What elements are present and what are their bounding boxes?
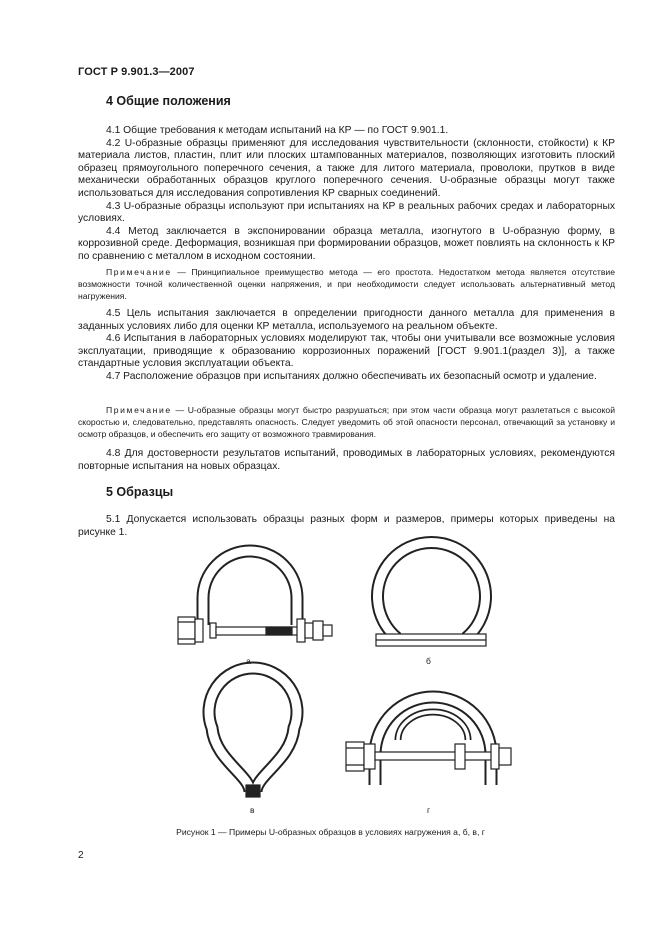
document-code: ГОСТ Р 9.901.3—2007 bbox=[78, 66, 195, 78]
stud-g bbox=[375, 752, 495, 760]
note-1-label: Примечание bbox=[106, 267, 172, 277]
note-1-text: — Принципиальное преимущество метода — его простота. Недостатком метода является отсутствие возможности точной количественной оценки напряжения, и при необходимости следует использовать альтернативный метод нагружения. bbox=[78, 267, 615, 302]
figure-label-b: б bbox=[426, 656, 431, 666]
section-5-title: 5 Образцы bbox=[106, 485, 174, 499]
paragraph-4-2: 4.2 U-образные образцы применяют для исследования чувствительности (склонности, стойкости) к КР материала листов, пластин, плит или плоских штампованных материалов, позволяющих изготовить плоский образец прямоугольного поперечного сечения, а также для литого материала, проволоки, прутков в виде механически обработанных образцов круглого поперечного сечения. U-образные образцы могут также использоваться для исследования сопротивления КР сварных соединений. bbox=[78, 137, 615, 199]
paragraph-4-1: 4.1 Общие требования к методам испытаний на КР — по ГОСТ 9.901.1. bbox=[106, 125, 449, 136]
page-number: 2 bbox=[78, 850, 84, 861]
paragraph-4-8: 4.8 Для достоверности результатов испытаний, проводимых в лабораторных условиях, рекомендуются повторные испытания на новых образцах. bbox=[78, 448, 615, 472]
paragraph-4-5: 4.5 Цель испытания заключается в определении пригодности данного металла для применения в заданных условиях либо для оценки КР металла, используемого на реальном объекте. bbox=[78, 308, 615, 332]
specimen-b bbox=[376, 542, 486, 646]
note-2-label: Примечание bbox=[106, 405, 172, 415]
paragraph-4-3: 4.3 U-образные образцы используют при испытаниях на КР в реальных рабочих средах и лабораторных условиях. bbox=[78, 200, 615, 225]
specimen-a bbox=[178, 551, 332, 644]
paragraph-4-6: 4.6 Испытания в лабораторных условиях моделируют так, чтобы они учитывали все возможные условия эксплуатации, приводящие к образованию коррозионных поражений [ГОСТ 9.901.1(раздел 3)], а также стандартные условия эксплуатации объекта. bbox=[78, 333, 615, 370]
specimen-g bbox=[346, 697, 511, 785]
figure-label-a: а bbox=[246, 656, 251, 666]
section-4-title: 4 Общие положения bbox=[106, 94, 231, 108]
paragraph-4-7: 4.7 Расположение образцов при испытаниях должно обеспечивать их безопасный осмотр и удаление. bbox=[106, 370, 597, 382]
specimen-v bbox=[209, 668, 297, 797]
bolt-head-a bbox=[178, 617, 195, 644]
figure-label-g: г bbox=[427, 805, 431, 815]
figure-caption: Рисунок 1 — Примеры U-образных образцов в условиях нагружения а, б, в, г bbox=[176, 827, 485, 837]
figure-label-v: в bbox=[250, 805, 255, 815]
paragraph-4-4: 4.4 Метод заключается в экспонировании образца металла, изогнутого в U-образную форму, в коррозивной среде. Деформация, возникшая при формировании образцов, может повлиять на склонность к КР по сравнению с металлом в исходном состоянии. bbox=[78, 225, 615, 262]
paragraph-5-1: 5.1 Допускается использовать образцы разных форм и размеров, примеры которых приведены на рисунке 1. bbox=[78, 514, 615, 538]
bolt-head-g bbox=[346, 742, 364, 771]
note-2-text: — U-образные образцы могут быстро разрушаться; при этом части образца могут разлетаться с высокой скоростью и, следовательно, представлять опасность. Следует уведомить об этой опасности персонал, отвечающий за установку и осмотр образцов, и обеспечить его защиту от возможного травмирования. bbox=[78, 405, 615, 440]
